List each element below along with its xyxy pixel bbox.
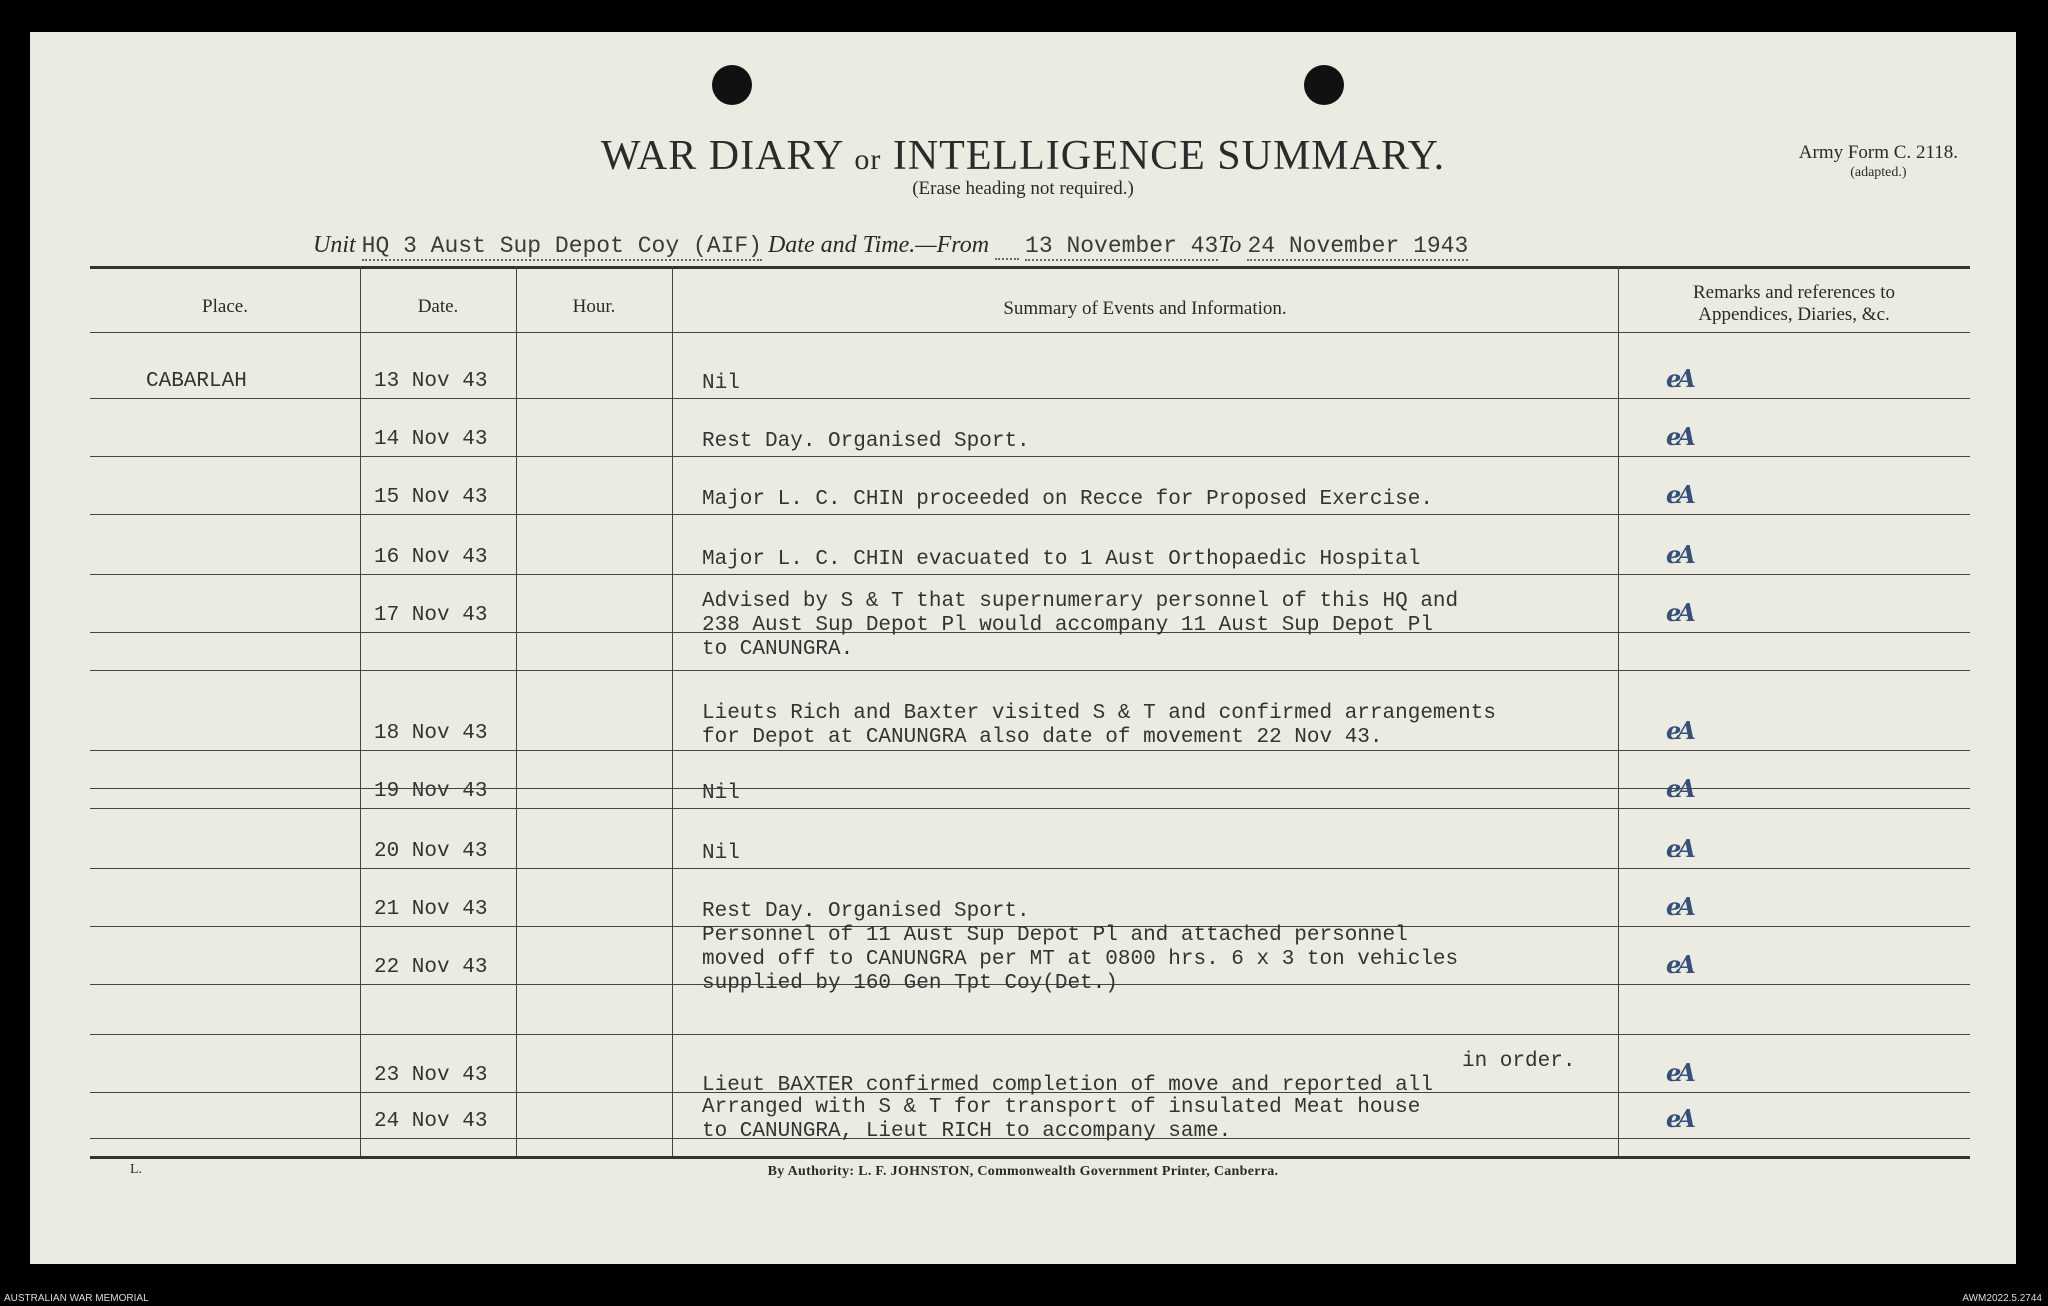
- table-bottom-rule: [90, 1156, 1970, 1159]
- entry-text-line: 238 Aust Sup Depot Pl would accompany 11 Aust Sup Depot Pl: [702, 614, 1433, 637]
- punch-hole-left: [712, 65, 752, 105]
- archive-strip: [0, 1290, 2048, 1306]
- entry-text-line: Major L. C. CHIN evacuated to 1 Aust Orthopaedic Hospital: [702, 548, 1421, 571]
- initials-signature: eA: [1666, 480, 1692, 509]
- entry-date: 13 Nov 43: [374, 370, 488, 393]
- header-bottom-rule: [90, 332, 1970, 333]
- initials-signature: eA: [1666, 1104, 1692, 1133]
- column-header-date: Date.: [417, 296, 459, 317]
- entry-date: 21 Nov 43: [374, 898, 488, 921]
- initials-signature: eA: [1666, 598, 1692, 627]
- column-header-summary: Summary of Events and Information.: [1003, 298, 1287, 319]
- initials-signature: eA: [1666, 892, 1692, 921]
- initials-signature: eA: [1666, 1058, 1692, 1087]
- entry-text-line: Nil: [702, 782, 740, 805]
- entry-date: 24 Nov 43: [374, 1110, 488, 1133]
- entry-text-line: Lieuts Rich and Baxter visited S & T and confirmed arrangements: [702, 702, 1496, 725]
- entry-text-line: Nil: [702, 372, 740, 395]
- initials-signature: eA: [1666, 834, 1692, 863]
- entry-text-line: Lieut BAXTER confirmed completion of move and reported all: [702, 1074, 1433, 1097]
- page-title: WAR DIARY or INTELLIGENCE SUMMARY.: [600, 133, 1446, 179]
- initials-signature: eA: [1666, 540, 1692, 569]
- entry-text-line: Rest Day. Organised Sport.: [702, 430, 1030, 453]
- initials-signature: eA: [1666, 950, 1692, 979]
- table-top-rule: [90, 266, 1970, 269]
- initials-signature: eA: [1666, 422, 1692, 451]
- column-divider: [672, 266, 673, 1156]
- place-name: CABARLAH: [146, 370, 247, 393]
- row-rule: [90, 1034, 1970, 1035]
- unit-date-line: Unit HQ 3 Aust Sup Depot Coy (AIF) Date and Time.—From 13 November 43To 24 November 1943: [313, 232, 1469, 259]
- column-divider: [360, 266, 361, 1156]
- archive-reference: AWM2022.5.2744: [1962, 1293, 2042, 1304]
- initials-signature: eA: [1666, 774, 1692, 803]
- page-subtitle: (Erase heading not required.): [912, 178, 1134, 199]
- row-rule: [90, 750, 1970, 751]
- entry-text-line: Personnel of 11 Aust Sup Depot Pl and attached personnel: [702, 924, 1408, 947]
- row-rule: [90, 808, 1970, 809]
- entry-date: 19 Nov 43: [374, 780, 488, 803]
- printer-imprint: By Authority: L. F. JOHNSTON, Commonwealth Government Printer, Canberra.: [767, 1164, 1279, 1179]
- entry-text-line: Rest Day. Organised Sport.: [702, 900, 1030, 923]
- initials-signature: eA: [1666, 364, 1692, 393]
- punch-hole-right: [1304, 65, 1344, 105]
- army-form-number: Army Form C. 2118. (adapted.): [1798, 142, 1958, 180]
- entry-text-line: Arranged with S & T for transport of insulated Meat house: [702, 1096, 1421, 1119]
- archive-name: AUSTRALIAN WAR MEMORIAL: [4, 1293, 149, 1304]
- row-rule: [90, 514, 1970, 515]
- column-header-hour: Hour.: [572, 296, 616, 317]
- entry-text-line: moved off to CANUNGRA per MT at 0800 hrs. 6 x 3 ton vehicles: [702, 948, 1459, 971]
- row-rule: [90, 398, 1970, 399]
- row-rule: [90, 670, 1970, 671]
- column-divider: [516, 266, 517, 1156]
- diary-page: [30, 32, 2016, 1264]
- entry-date: 20 Nov 43: [374, 840, 488, 863]
- row-rule: [90, 456, 1970, 457]
- entry-date: 22 Nov 43: [374, 956, 488, 979]
- entry-date: 18 Nov 43: [374, 722, 488, 745]
- entry-date: 23 Nov 43: [374, 1064, 488, 1087]
- form-code: L.: [130, 1162, 143, 1177]
- row-rule: [90, 868, 1970, 869]
- to-date: 24 November 1943: [1247, 233, 1469, 259]
- column-header-remarks: Remarks and references to Appendices, Diaries, &c.: [1692, 282, 1896, 325]
- entry-text-line: Nil: [702, 842, 740, 865]
- entry-date: 17 Nov 43: [374, 604, 488, 627]
- entry-text-line: in order.: [1462, 1050, 1576, 1073]
- row-rule: [90, 574, 1970, 575]
- entry-text-line: to CANUNGRA.: [702, 638, 854, 661]
- from-date: 13 November 43: [1025, 233, 1219, 259]
- entry-text-line: supplied by 160 Gen Tpt Coy(Det.): [702, 972, 1118, 995]
- entry-text-line: Major L. C. CHIN proceeded on Recce for Proposed Exercise.: [702, 488, 1433, 511]
- entry-text-line: Advised by S & T that supernumerary personnel of this HQ and: [702, 590, 1459, 613]
- column-divider: [1618, 266, 1619, 1156]
- entry-date: 14 Nov 43: [374, 428, 488, 451]
- column-header-place: Place.: [202, 296, 248, 317]
- unit-value: HQ 3 Aust Sup Depot Coy (AIF): [361, 233, 762, 259]
- entry-text-line: for Depot at CANUNGRA also date of movement 22 Nov 43.: [702, 726, 1383, 749]
- entry-date: 16 Nov 43: [374, 546, 488, 569]
- entry-text-line: to CANUNGRA, Lieut RICH to accompany same.: [702, 1120, 1232, 1143]
- entry-date: 15 Nov 43: [374, 486, 488, 509]
- initials-signature: eA: [1666, 716, 1692, 745]
- row-rule: [90, 788, 1970, 789]
